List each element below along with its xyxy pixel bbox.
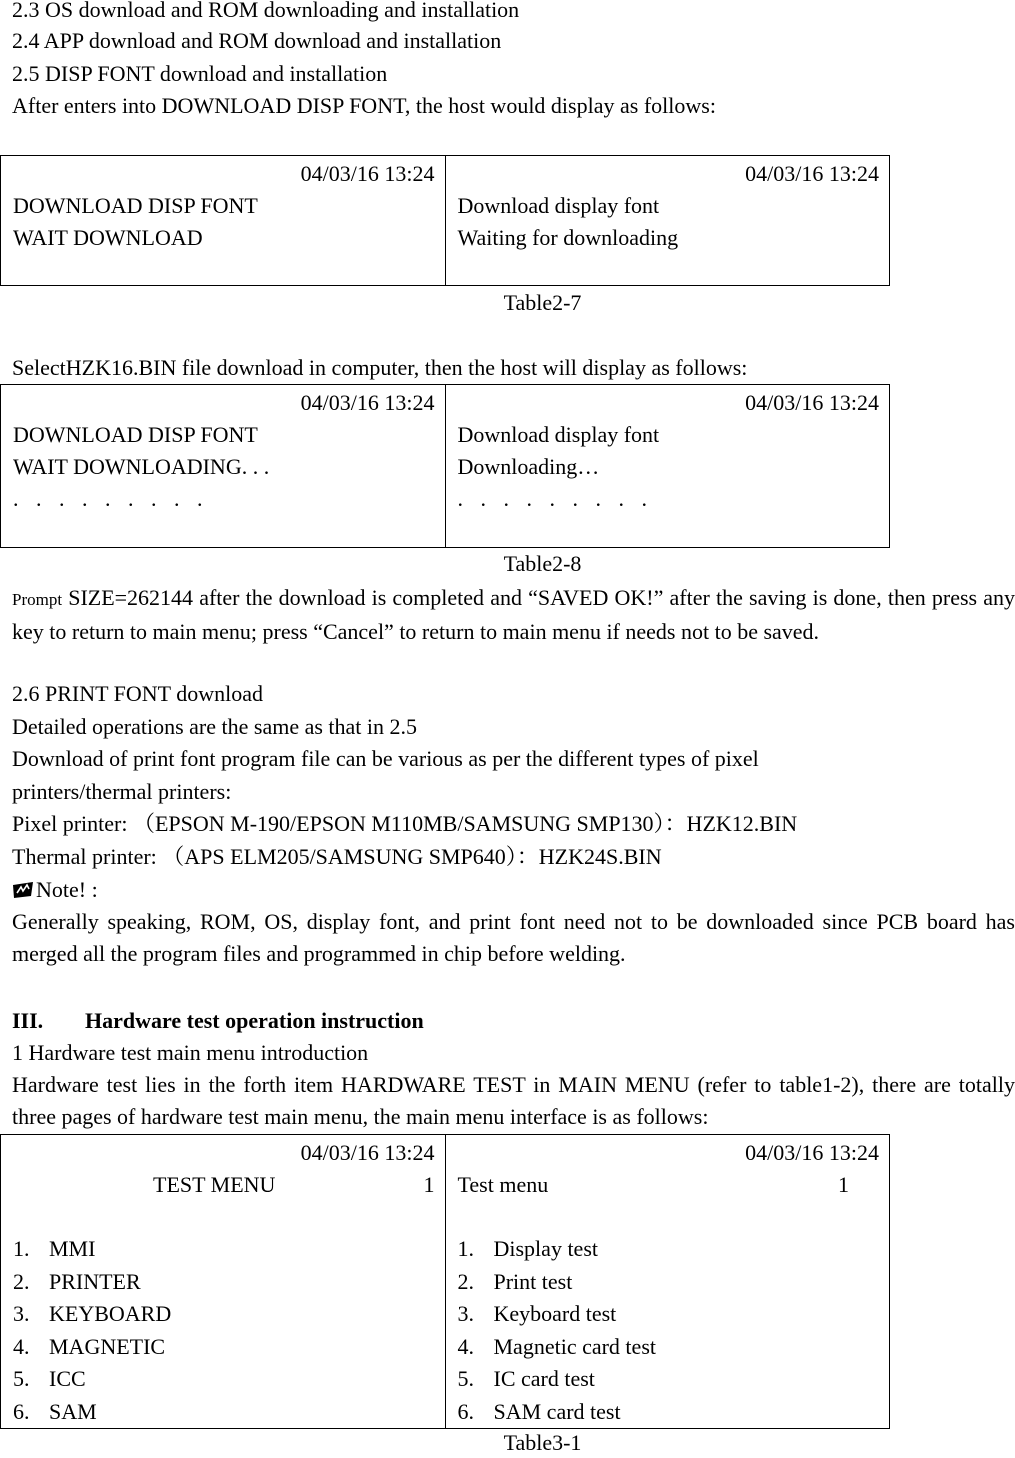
screen-line: Download display font — [457, 193, 660, 218]
timestamp: 04/03/16 13:24 — [300, 1140, 435, 1165]
timestamp: 04/03/16 13:24 — [300, 390, 435, 415]
thermal-printer-line: Thermal printer: （APS ELM205/SAMSUNG SMP640）：HZK24S.BIN — [12, 844, 662, 869]
screen-line: Download display font — [457, 422, 660, 447]
menu-item: 1. MMI — [13, 1236, 96, 1261]
paragraph-detail: Detailed operations are the same as that in 2.5 — [12, 714, 418, 739]
note-label: Note! : — [36, 877, 98, 902]
paragraph-hardware-test: Hardware test lies in the forth item HARDWARE TEST in MAIN MENU (refer to table1-2), there are totally three pages of hardware test main menu, the main menu interface is as follows: — [12, 1072, 1015, 1129]
screen-line: DOWNLOAD DISP FONT — [13, 422, 258, 447]
heading-2-4: 2.4 APP download and ROM download and installation — [12, 28, 502, 53]
table-3-1 — [0, 1134, 890, 1429]
paragraph-print-font-cont: printers/thermal printers: — [12, 779, 232, 804]
menu-title: Test menu — [457, 1172, 549, 1197]
menu-item: 6. SAM — [13, 1398, 97, 1424]
menu-item: 2. PRINTER — [13, 1268, 141, 1294]
progress-dots: . . . . . . . . . — [457, 486, 653, 511]
screen-left — [1, 385, 446, 548]
menu-item: 4. MAGNETIC — [13, 1333, 166, 1359]
table-caption: Table2-7 — [503, 290, 582, 315]
screen-line: WAIT DOWNLOAD — [13, 225, 203, 250]
table-caption: Table2-8 — [503, 551, 582, 576]
heading-2-6: 2.6 PRINT FONT download — [12, 681, 263, 706]
timestamp: 04/03/16 13:24 — [745, 1140, 879, 1165]
note-line — [12, 874, 98, 906]
menu-item: 2. Print test — [457, 1268, 573, 1294]
menu-item: 4. Magnetic card test — [457, 1333, 656, 1359]
screen-line: DOWNLOAD DISP FONT — [13, 193, 258, 218]
timestamp: 04/03/16 13:24 — [745, 161, 879, 186]
timestamp: 04/03/16 13:24 — [300, 161, 435, 186]
menu-item: 5. ICC — [13, 1366, 86, 1391]
menu-item: 6. SAM card test — [457, 1398, 621, 1424]
paragraph-generally: Generally speaking, ROM, OS, display font, and print font need not to be downloaded since PCB board has merged all the program files and programmed in chip before welding. — [12, 909, 1015, 966]
paragraph-print-font: Download of print font program file can be various as per the different types of pixel — [12, 746, 759, 771]
screen-line: Waiting for downloading — [457, 225, 679, 250]
section-title: Hardware test operation instruction — [85, 1008, 424, 1033]
page-number: 1 — [423, 1172, 435, 1197]
screen-right — [445, 385, 890, 548]
section-number: III. — [12, 1008, 44, 1033]
menu-header — [458, 1169, 880, 1201]
paragraph-prompt — [12, 582, 1015, 648]
menu-item: 3. KEYBOARD — [13, 1301, 172, 1326]
menu-header — [13, 1169, 435, 1201]
prompt-text: SIZE=262144 after the download is completed and “SAVED OK!” after the saving is done, then press any key to return to main menu; press “Cancel” to return to main menu if needs not to be saved. — [12, 585, 1015, 644]
heading-2-3: 2.3 OS download and ROM downloading and installation — [12, 0, 520, 22]
paragraph-intro: After enters into DOWNLOAD DISP FONT, the host would display as follows: — [12, 93, 716, 118]
menu-title: TEST MENU — [153, 1172, 276, 1197]
page-number: 1 — [838, 1172, 849, 1197]
note-icon — [12, 876, 34, 894]
prompt-word: Prompt — [12, 590, 63, 609]
section-heading — [12, 1005, 424, 1037]
table-2-8 — [0, 384, 890, 548]
screen-line: Downloading… — [457, 454, 600, 479]
screen-left — [1, 1135, 446, 1429]
subheading-main-menu: 1 Hardware test main menu introduction — [12, 1040, 369, 1065]
screen-right — [445, 1135, 890, 1429]
menu-item: 5. IC card test — [457, 1366, 595, 1391]
table-2-7 — [0, 155, 890, 286]
menu-item: 1. Display test — [457, 1236, 598, 1261]
progress-dots: . . . . . . . . . — [13, 486, 209, 511]
timestamp: 04/03/16 13:24 — [745, 390, 879, 415]
menu-item: 3. Keyboard test — [457, 1301, 617, 1326]
screen-left — [1, 156, 446, 286]
screen-right — [445, 156, 890, 286]
pixel-printer-line: Pixel printer: （EPSON M-190/EPSON M110MB/SAMSUNG SMP130）：HZK12.BIN — [12, 811, 798, 836]
paragraph-select: SelectHZK16.BIN file download in computer, then the host will display as follows: — [12, 355, 748, 380]
heading-2-5: 2.5 DISP FONT download and installation — [12, 61, 388, 86]
screen-line: WAIT DOWNLOADING. . . — [13, 454, 270, 479]
table-caption: Table3-1 — [503, 1430, 582, 1455]
